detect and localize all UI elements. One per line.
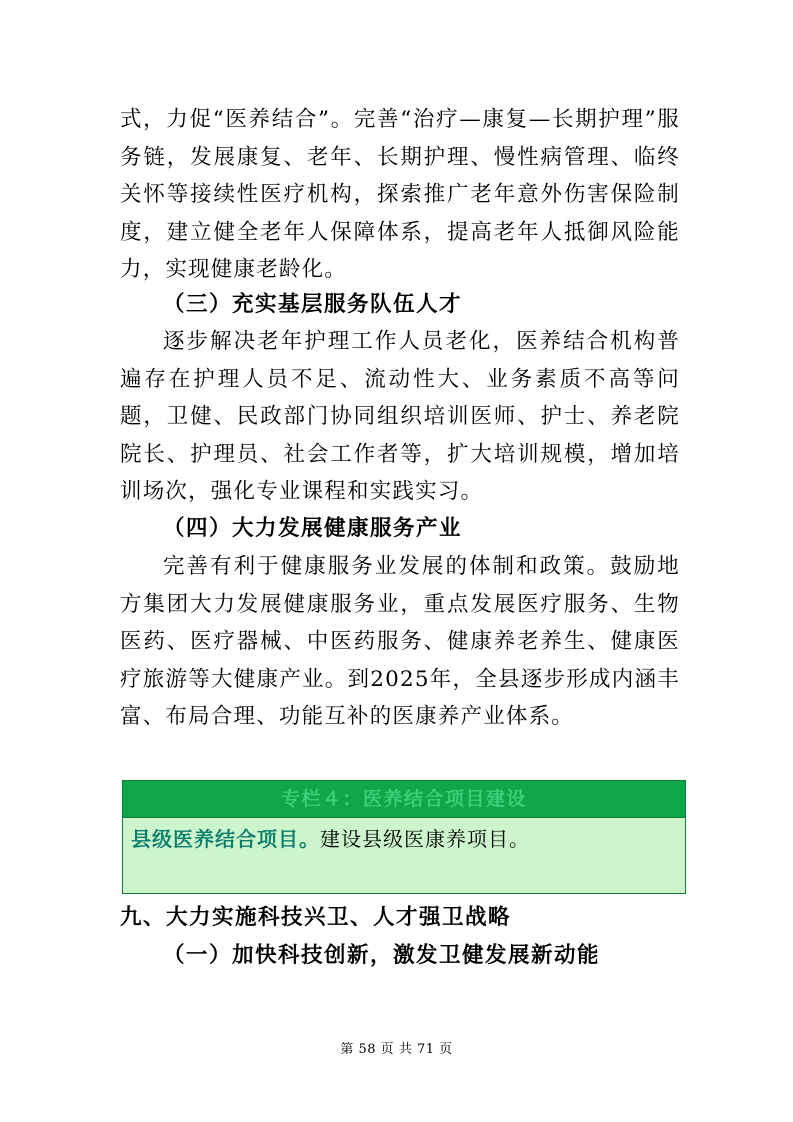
section-heading-4: （四）大力发展健康服务产业 [163, 516, 463, 541]
page-number-footer: 第 58 页 共 71 页 [340, 1042, 453, 1057]
column-box-title: 专栏４：医养结合项目建设 [123, 781, 685, 818]
column-box-4 [122, 780, 686, 894]
column-box-item-text: 建设县级医康养项目。 [320, 827, 530, 851]
section-heading-3: （三）充实基层服务队伍人才 [163, 292, 463, 317]
chapter-heading-9: 九、大力实施科技兴卫、人才强卫战略 [120, 905, 512, 930]
paragraph-grassroots-talent: 逐步解决老年护理工作人员老化，医养结合机构普遍存在护理人员不足、流动性大、业务素质不高等问题，卫健、民政部门协同组织培训医师、护士、养老院院长、护理员、社会工作者等，扩大培训规模，增加培训场次，强化专业课程和实践实习。 [120, 329, 680, 504]
column-box-body [123, 818, 685, 854]
paragraph-health-industry: 完善有利于健康服务业发展的体制和政策。鼓励地方集团大力发展健康服务业，重点发展医疗服务、生物医药、医疗器械、中医药服务、健康养老养生、健康医疗旅游等大健康产业。到2025年，全县逐步形成内涵丰富、布局合理、功能互补的医康养产业体系。 [120, 554, 680, 729]
column-box-item-title: 县级医养结合项目。 [131, 827, 320, 851]
section-heading-9-1: （一）加快科技创新，激发卫健发展新动能 [163, 943, 601, 968]
paragraph-medical-care-integration: 式，力促“医养结合”。完善“治疗—康复—长期护理”服务链，发展康复、老年、长期护理、慢性病管理、临终关怀等接续性医疗机构，探索推广老年意外伤害保险制度，建立健全老年人保障体系，提高老年人抵御风险能力，实现健康老龄化。 [120, 107, 680, 282]
